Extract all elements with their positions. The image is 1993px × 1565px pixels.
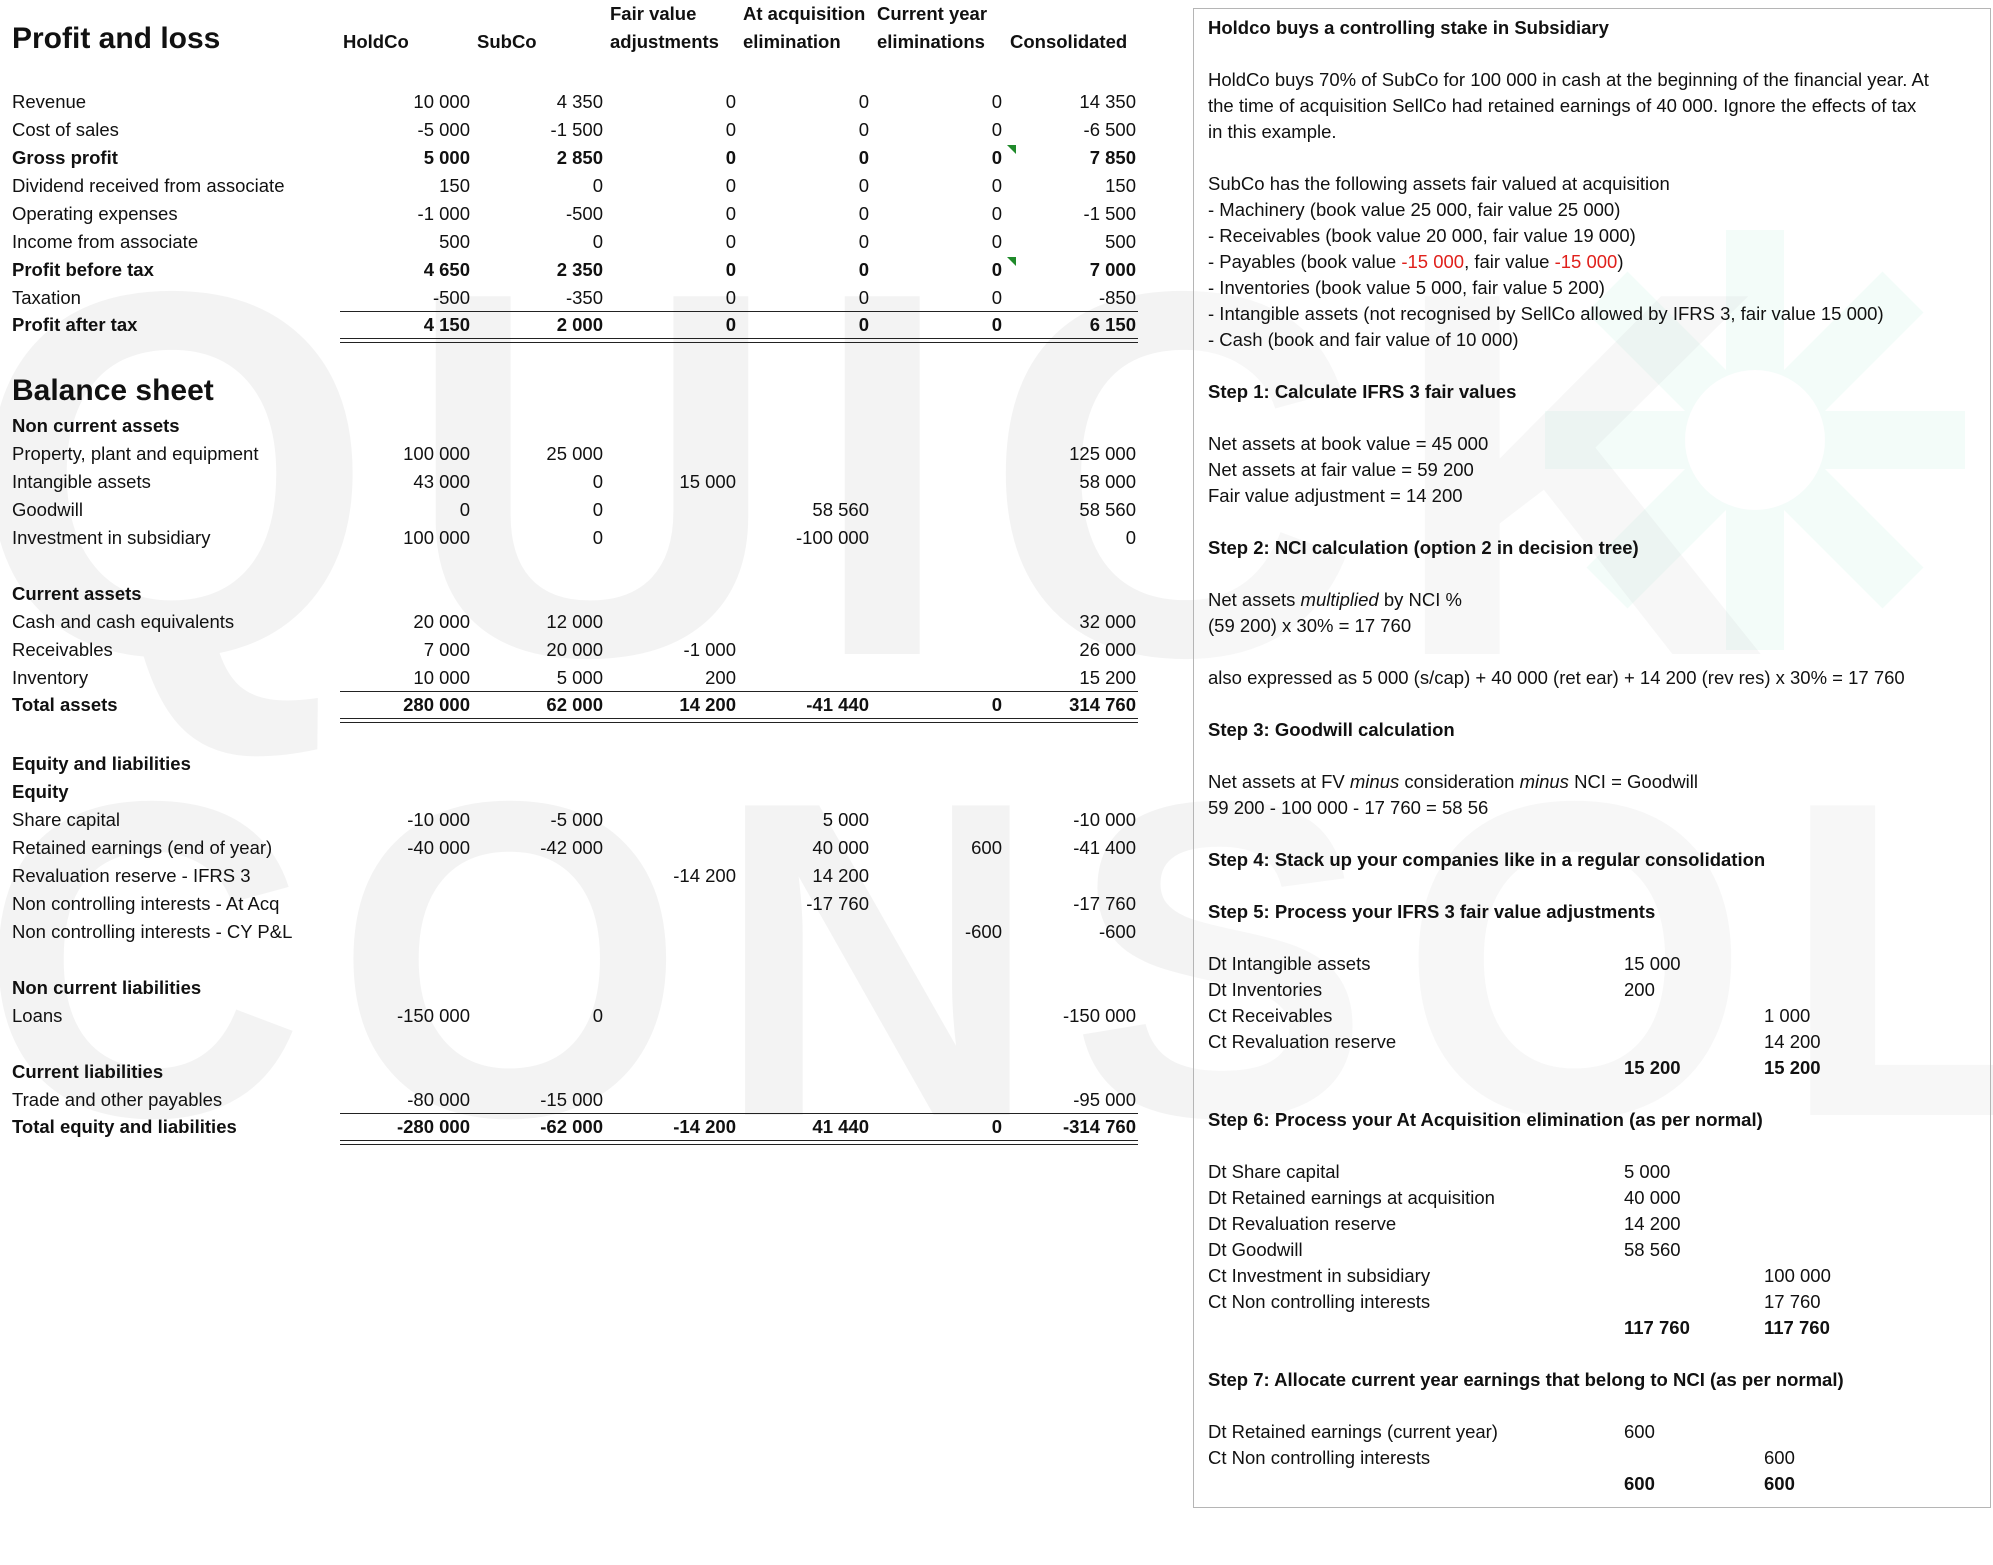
step-heading: Step 6: Process your At Acquisition elimination (as per normal) (1208, 1109, 1763, 1130)
journal-debit: 600 (1624, 1421, 1655, 1442)
step-heading: Step 2: NCI calculation (option 2 in decision tree) (1208, 537, 1639, 558)
journal-credit: 14 200 (1764, 1031, 1821, 1052)
total-double-rule (340, 1140, 1138, 1145)
journal-line: Dt Share capital (1208, 1161, 1340, 1182)
col-header-holdco: HoldCo (343, 31, 409, 52)
intro-text: in this example. (1208, 121, 1337, 142)
col-header-fv-line1: Fair value (610, 3, 697, 24)
journal-credit: 100 000 (1764, 1265, 1831, 1286)
pl-title: Profit and loss (12, 22, 221, 55)
col-header-cy-line2: eliminations (877, 31, 985, 52)
cell-comment-marker (1007, 145, 1016, 154)
col-header-aa-line1: At acquisition (743, 3, 866, 24)
step-text: 59 200 - 100 000 - 17 760 = 58 56 (1208, 797, 1489, 818)
fv-item: - Machinery (book value 25 000, fair value 25 000) (1208, 199, 1621, 220)
journal-total-credit: 600 (1764, 1473, 1795, 1494)
col-header-subco: SubCo (477, 31, 537, 52)
journal-debit: 14 200 (1624, 1213, 1681, 1234)
fv-item: - Inventories (book value 5 000, fair value 5 200) (1208, 277, 1605, 298)
journal-line: Ct Investment in subsidiary (1208, 1265, 1431, 1286)
journal-debit: 200 (1624, 979, 1655, 1000)
journal-line: Dt Retained earnings at acquisition (1208, 1187, 1495, 1208)
journal-line: Ct Receivables (1208, 1005, 1333, 1026)
total-double-rule (340, 718, 1138, 723)
journal-total-debit: 600 (1624, 1473, 1655, 1494)
journal-total-credit: 117 760 (1764, 1317, 1830, 1338)
step-heading: Step 1: Calculate IFRS 3 fair values (1208, 381, 1517, 402)
step-text: Net assets at fair value = 59 200 (1208, 459, 1474, 480)
col-header-cy-line1: Current year (877, 3, 988, 24)
journal-line: Dt Revaluation reserve (1208, 1213, 1397, 1234)
journal-line: Ct Revaluation reserve (1208, 1031, 1397, 1052)
bs-title: Balance sheet (12, 374, 214, 407)
journal-line: Dt Goodwill (1208, 1239, 1303, 1260)
intro-text: the time of acquisition SellCo had retained earnings of 40 000. Ignore the effects of tax (1208, 95, 1917, 116)
total-double-rule (340, 338, 1138, 343)
fv-item: - Receivables (book value 20 000, fair value 19 000) (1208, 225, 1636, 246)
col-header-consolidated: Consolidated (1010, 31, 1128, 52)
col-header-aa-line2: elimination (743, 31, 841, 52)
cell-comment-marker (1007, 257, 1016, 266)
journal-line: Dt Inventories (1208, 979, 1323, 1000)
step-text: Fair value adjustment = 14 200 (1208, 485, 1463, 506)
fv-intro: SubCo has the following assets fair valued at acquisition (1208, 173, 1670, 194)
step-text: Net assets at book value = 45 000 (1208, 433, 1489, 454)
step-heading: Step 3: Goodwill calculation (1208, 719, 1455, 740)
journal-total-debit: 117 760 (1624, 1317, 1690, 1338)
journal-line: Dt Intangible assets (1208, 953, 1371, 974)
journal-debit: 5 000 (1624, 1161, 1671, 1182)
fv-item: - Cash (book and fair value of 10 000) (1208, 329, 1519, 350)
journal-line: Ct Non controlling interests (1208, 1447, 1431, 1468)
step-text: also expressed as 5 000 (s/cap) + 40 000 (ret ear) + 14 200 (rev res) x 30% = 17 760 (1208, 667, 1905, 688)
col-header-fv-line2: adjustments (610, 31, 719, 52)
step-heading: Step 5: Process your IFRS 3 fair value adjustments (1208, 901, 1656, 922)
explanation-panel (1193, 8, 1991, 1508)
journal-credit: 1 000 (1764, 1005, 1811, 1026)
step-text: (59 200) x 30% = 17 760 (1208, 615, 1412, 636)
journal-line: Dt Retained earnings (current year) (1208, 1421, 1498, 1442)
journal-credit: 600 (1764, 1447, 1795, 1468)
journal-debit: 58 560 (1624, 1239, 1681, 1260)
journal-total-debit: 15 200 (1624, 1057, 1681, 1078)
fv-item-payables: - Payables (book value -15 000, fair value -15 000) (1208, 251, 1624, 272)
journal-total-credit: 15 200 (1764, 1057, 1821, 1078)
intro-text: HoldCo buys 70% of SubCo for 100 000 in cash at the beginning of the financial year. At (1208, 69, 1929, 90)
journal-line: Ct Non controlling interests (1208, 1291, 1431, 1312)
step-text: Net assets multiplied by NCI % (1208, 589, 1462, 610)
step-heading: Step 7: Allocate current year earnings that belong to NCI (as per normal) (1208, 1369, 1844, 1390)
journal-debit: 15 000 (1624, 953, 1681, 974)
fv-item: - Intangible assets (not recognised by SellCo allowed by IFRS 3, fair value 15 000) (1208, 303, 1884, 324)
journal-credit: 17 760 (1764, 1291, 1821, 1312)
step-text: Net assets at FV minus consideration minus NCI = Goodwill (1208, 771, 1698, 792)
step-heading: Step 4: Stack up your companies like in a regular consolidation (1208, 849, 1766, 870)
panel-title: Holdco buys a controlling stake in Subsidiary (1208, 17, 1609, 38)
journal-debit: 40 000 (1624, 1187, 1681, 1208)
